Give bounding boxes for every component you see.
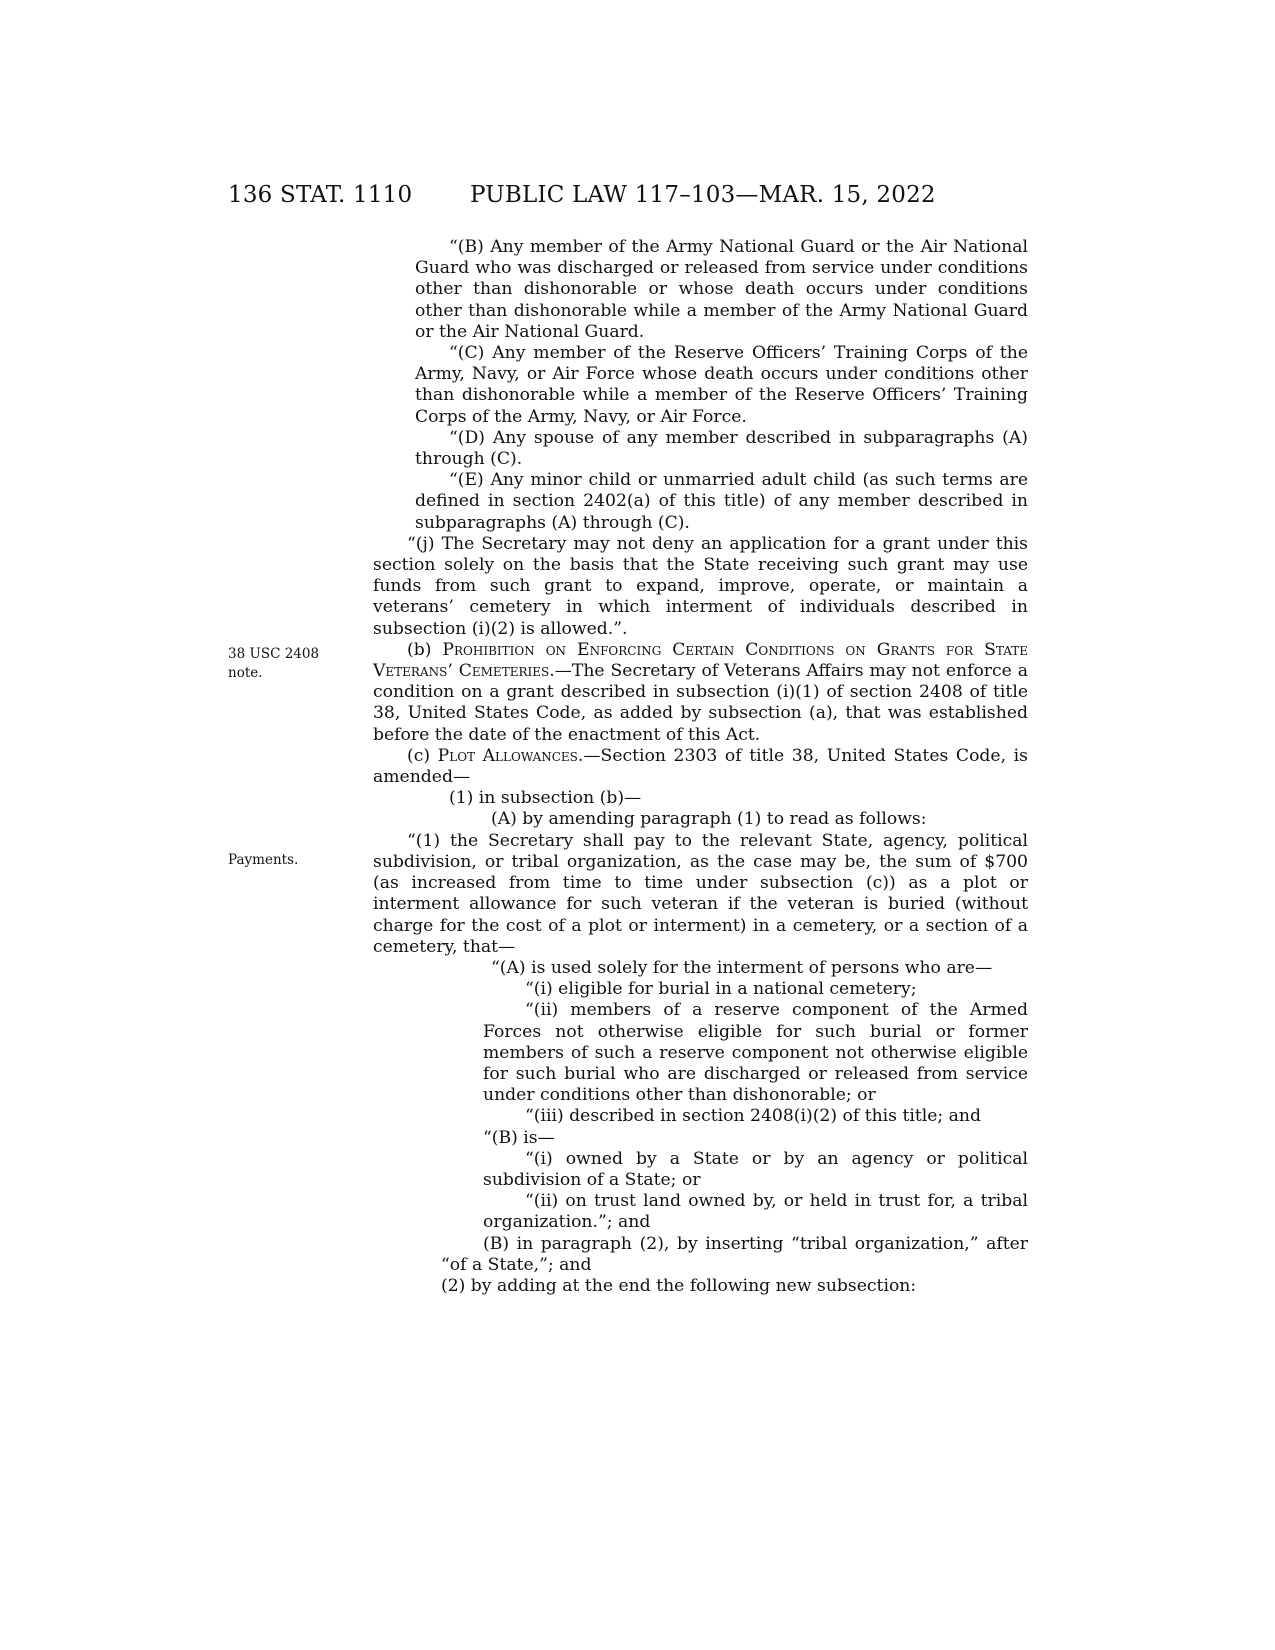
quoted-paragraph-1: “(1) the Secretary shall pay to the relevant State, agency, political subdivision, or tribal organization, as the case may be, the sum of $700 (as increased from time to time under subsection (c)) as a plot or interment allowance for such veteran if the veteran is buried (without charge for the cost of a plot or interment) in a cemetery, or a section of a cemetery, that—: [373, 830, 1028, 957]
paragraph-b-text: —The Secretary of Veterans Affairs may not enforce a condition on a grant described in subsection (i)(1) of section 2408 of title 38, United States Code, as added by subsection (a), that was established before the date of the enactment of this Act.: [373, 661, 1028, 745]
paragraph-j: “(j) The Secretary may not deny an application for a grant under this section solely on the basis that the State receiving such grant may use funds from such grant to expand, improve, operate, or maintain a veterans’ cemetery in which interment of individuals described in subsection (i)(2) is allowed.”.: [373, 533, 1028, 639]
quoted-clause-B-ii: “(ii) on trust land owned by, or held in trust for, a tribal organization.”; and: [483, 1191, 1028, 1233]
paragraph-c-label: (c): [407, 745, 431, 766]
stat-page-number: 136 STAT. 1110: [228, 182, 413, 208]
document-body: [373, 237, 1028, 1297]
paragraph-c-heading: Plot Allowances.: [437, 745, 584, 766]
margin-note-usc: 38 USC 2408 note.: [228, 646, 320, 681]
law-title: PUBLIC LAW 117–103—MAR. 15, 2022: [470, 182, 936, 208]
margin-note-payments: Payments.: [228, 852, 299, 868]
paragraph-c-text: —Section 2303 of title 38, United States Code, is amended—: [373, 745, 1028, 788]
quoted-clause-B-i: “(i) owned by a State or by an agency or political subdivision of a State; or: [483, 1148, 1028, 1190]
paragraph-B-para2: (B) in paragraph (2), by inserting “tribal organization,” after “of a State,”; and: [441, 1233, 1028, 1275]
paragraph-b-heading: Prohibition on Enforcing Certain Conditions on Grants for State Veterans’ Cemeteries.: [373, 639, 1028, 682]
paragraph-2: (2) by adding at the end the following new subsection:: [441, 1275, 917, 1296]
quoted-clause-iii: “(iii) described in section 2408(i)(2) of this title; and: [525, 1106, 981, 1127]
paragraph-E: “(E) Any minor child or unmarried adult child (as such terms are defined in section 2402(a) of this title) of any member described in subparagraphs (A) through (C).: [415, 470, 1028, 533]
paragraph-B: “(B) Any member of the Army National Guard or the Air National Guard who was discharged or released from service under conditions other than dishonorable or whose death occurs under conditions other than dishonorable while a member of the Army National Guard or the Air National Guard.: [415, 237, 1028, 342]
quoted-paragraph-B: “(B) is—: [483, 1127, 555, 1148]
paragraph-C: “(C) Any member of the Reserve Officers’ Training Corps of the Army, Navy, or Air Force whose death occurs under conditions other than dishonorable while a member of the Reserve Officers’ Training Corps of the Army, Navy, or Air Force.: [415, 343, 1028, 427]
quoted-paragraph-A: “(A) is used solely for the interment of persons who are—: [491, 957, 993, 978]
paragraph-c: [373, 746, 1028, 788]
paragraph-A-amend: (A) by amending paragraph (1) to read as follows:: [491, 809, 927, 830]
paragraph-D: “(D) Any spouse of any member described in subparagraphs (A) through (C).: [415, 427, 1028, 470]
quoted-clause-ii: “(ii) members of a reserve component of the Armed Forces not otherwise eligible for such burial or former members of such a reserve component not otherwise eligible for such burial who are discharged or released from service under conditions other than dishonorable; or: [483, 1000, 1028, 1106]
paragraph-1: (1) in subsection (b)—: [449, 788, 642, 809]
quoted-clause-i: “(i) eligible for burial in a national cemetery;: [525, 979, 917, 1000]
paragraph-b: [373, 640, 1028, 746]
paragraph-b-label: (b): [407, 639, 432, 660]
